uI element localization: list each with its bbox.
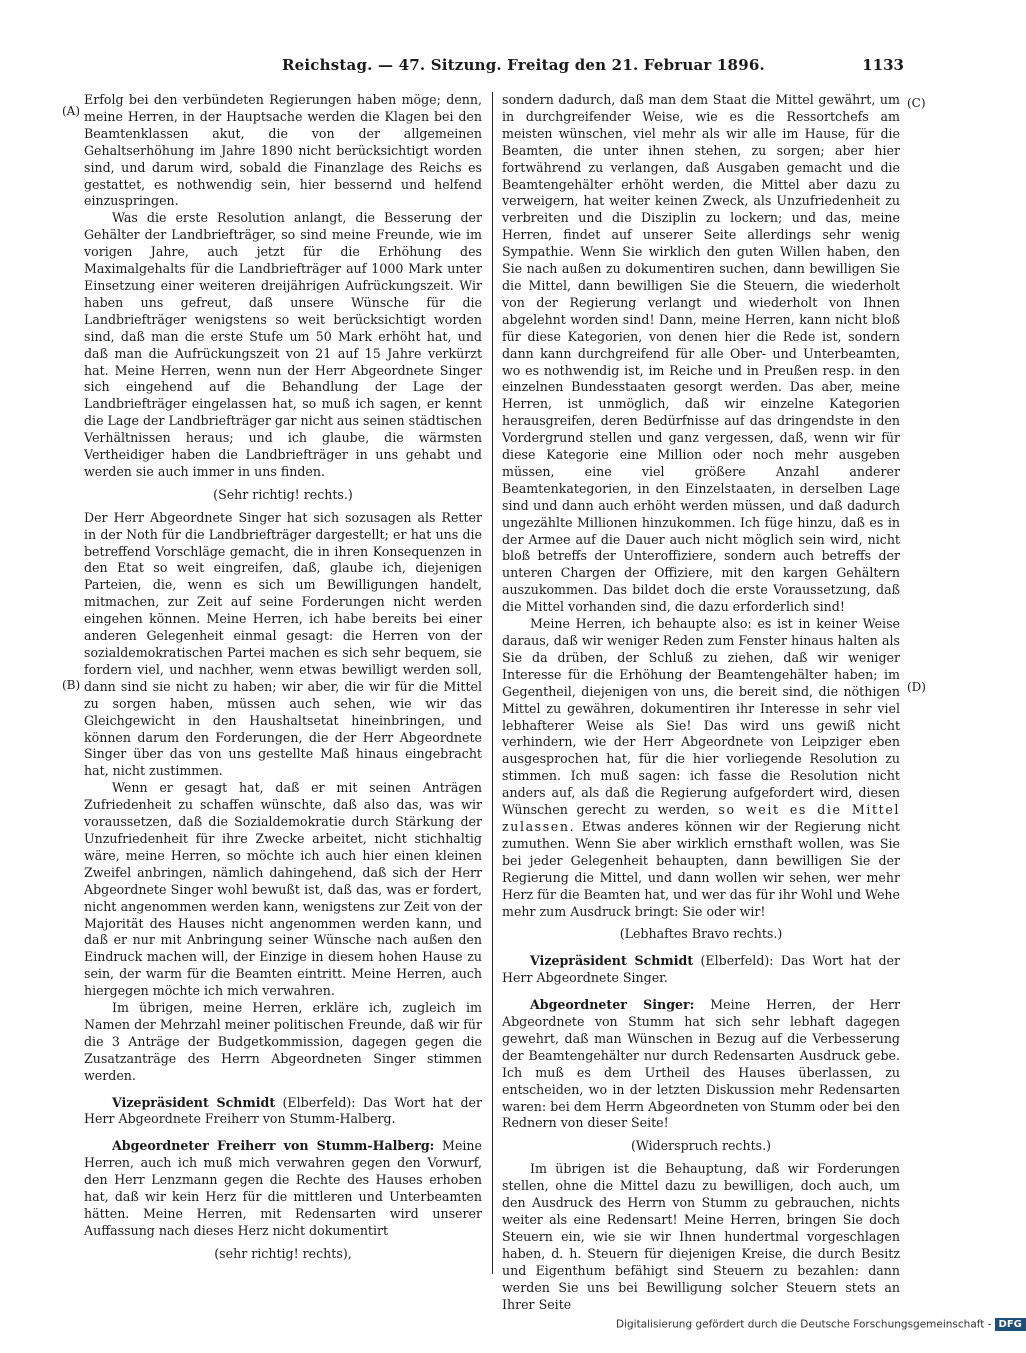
speaker-name: Vizepräsident Schmidt xyxy=(530,953,694,969)
paragraph: Was die erste Resolution anlangt, die Besserung der Gehälter der Landbriefträger, so sind meine Freunde, wie im vorigen Jahre, auch jetzt für die Erhöhung des Maximalgehalts für die Landbriefträger auf 1000 Mark unter Einsetzung einer weiteren dreijährigen Aufrückungszeit. Wir haben uns gefreut, daß unsere Wünsche für die Landbriefträger wenigstens so weit berücksichtigt worden sind, daß man die erste Stufe um 50 Mark erhöht hat, und daß man die Aufrückungszeit von 21 auf 15 Jahre verkürzt hat. Meine Herren, wenn nun der Herr Abgeordnete Singer sich eingehend auf die Behandlung der Lage der Landbriefträger eingelassen hat, so muß ich sagen, er kennt die Lage der Landbriefträger gar nicht aus seinen städtischen Verhältnissen heraus; und ich glaube, die wärmsten Vertheidiger haben die Landbriefträger in uns gehabt und werden sie auch immer in uns finden. xyxy=(84,210,482,479)
paragraph: Im übrigen ist die Behauptung, daß wir Forderungen stellen, ohne die Mittel dazu zu bewilligen, doch auch, um den Ausdruck des Herrn von Stumm zu gebrauchen, nichts weiter als eine Redensart! Meine Herren, bringen Sie doch Steuern ein, wie sie wir Ihnen hundertmal vorgeschlagen haben, d. h. Steuern für diejenigen Kreise, die durch Besitz und Eigenthum befähigt sind Steuern zu bezahlen: dann werden Sie uns bei Bewilligung solcher Steuern stets an Ihrer Seite xyxy=(502,1161,900,1312)
paragraph: Wenn er gesagt hat, daß er mit seinen Anträgen Zufriedenheit zu schaffen wünschte, daß also das, was wir voraussetzen, daß die Sozialdemokratie durch Stärkung der Unzufriedenheit für ihre Zwecke arbeitet, nicht stichhaltig wäre, meine Herren, so möchte ich auch hier einen kleinen Zweifel anbringen, nämlich dahingehend, daß sich der Herr Abgeordnete Singer wohl bewußt ist, daß das, was er fordert, nicht angenommen werden kann, wenigstens zur Zeit von der Majorität des Hauses nicht angenommen werden kann, und daß er nur mit Anbringung seiner Wünsche nach außen den Eindruck machen will, der Einzige in diesem hohen Hause zu sein, der warm für die Beamten eintritt. Meine Herren, auch hiergegen möchte ich mich verwahren. xyxy=(84,780,482,999)
speaker-name: Abgeordneter Freiherr von Stumm-Halberg: xyxy=(112,1138,435,1154)
emphasis-text: so weit es die Mittel zulassen. xyxy=(502,802,900,834)
margin-marker-c: (C) xyxy=(907,96,926,110)
margin-marker-a: (A) xyxy=(62,104,81,118)
margin-marker-d: (D) xyxy=(907,680,926,694)
paragraph xyxy=(502,616,900,920)
dfg-logo: DFG xyxy=(995,1318,1026,1331)
speech-text: Etwas anderes können wir der Regierung nicht zumuthen. Wenn Sie aber wirklich ernsthaft wollen, was Sie bei jeder Gelegenheit behaupten, dann bewilligen Sie der Regierung die Mittel, und dann wollen wir sehen, wer mehr Herz für die Beamten hat, und wer das für ihr Wohl und Wehe mehr zum Ausdruck bringt: Sie oder wir! xyxy=(502,818,900,919)
footer-text: Digitalisierung gefördert durch die Deutsche Forschungsgemeinschaft - xyxy=(616,1318,992,1331)
speech-text: (Elberfeld): Das Wort hat der Herr Abgeordnete Freiherr von Stumm-Halberg. xyxy=(84,1094,482,1127)
interjection: (Lebhaftes Bravo rechts.) xyxy=(619,926,783,942)
paragraph: Im übrigen, meine Herren, erkläre ich, zugleich im Namen der Mehrzahl meiner politischen Freunde, daß wir für die 3 Anträge der Budgetkommission, dagegen gegen die Zusatzanträge des Herrn Abgeordneten Singer stimmen werden. xyxy=(84,1000,482,1083)
interjection: (Widerspruch rechts.) xyxy=(630,1138,772,1154)
left-column xyxy=(84,92,482,1272)
speaker-paragraph xyxy=(84,1095,482,1129)
interjection: (Sehr richtig! rechts.) xyxy=(213,486,353,502)
speech-text: Meine Herren, ich behaupte also: es ist in keiner Weise daraus, daß wir weniger Reden zum Fenster hinaus halten als Sie da drüben, der Schluß zu ziehen, daß wir weniger Interesse für die Erhöhung der Beamtengehälter haben; im Gegentheil, diejenigen von uns, die bereit sind, die nöthigen Mittel zu gewähren, dokumentiren ihr Interesse in sehr viel lebhafterer Weise als Sie! Das wird uns gewiß nicht verhindern, wie der Herr Abgeordnete von Leipziger eben ausgesprochen hat, für die hier vorliegende Resolution zu stimmen. Ich muß sagen: ich fasse die Resolution nicht anders auf, als daß die Regierung aufgefordert wird, diesen Wünschen gerecht zu werden, xyxy=(502,616,900,818)
speaker-name: Abgeordneter Singer: xyxy=(530,997,695,1013)
interjection: (sehr richtig! rechts), xyxy=(214,1245,352,1261)
speaker-paragraph xyxy=(502,997,900,1132)
digitization-footer xyxy=(616,1318,1022,1338)
speech-text: Meine Herren, der Herr Abgeordnete von Stumm hat sich sehr lebhaft dagegen gewehrt, daß man Wünschen in Bezug auf die Verbesserung der Beamtengehälter nur durch Redensarten Ausdruck gebe. Ich muß es dem Urtheil des Hauses überlassen, zu entscheiden, wo in der letzten Diskussion mehr Redensarten waren: bei dem Herrn Abgeordneten von Stumm oder bei den Rednern von dieser Seite! xyxy=(502,997,900,1131)
running-title: Reichstag. — 47. Sitzung. Freitag den 21. Februar 1896. xyxy=(282,56,765,74)
speech-text: Meine Herren, auch ich muß mich verwahren gegen den Vorwurf, den Herr Lenzmann gegen die Rechte des Hauses erhoben hat, daß wir kein Herz für die mittleren und Unterbeamten hätten. Meine Herren, mit Redensarten wird unserer Auffassung nach dieses Herz nicht dokumentirt xyxy=(84,1138,482,1238)
page-header xyxy=(82,56,904,78)
column-divider xyxy=(492,92,493,1274)
paragraph: Der Herr Abgeordnete Singer hat sich sozusagen als Retter in der Noth für die Landbriefträger dargestellt; er hat uns die betreffend Vorschläge gemacht, die in ihren Konsequenzen in den Etat so weit eingreifen, daß, glaube ich, diejenigen Parteien, die, wenn es sich um Bewilligungen handelt, mitmachen, zur Zeit auf seine Forderungen nicht werden eingehen können. Meine Herren, ich habe bereits bei einer anderen Gelegenheit einmal gesagt: die Herren von der sozialdemokratischen Partei machen es sich sehr bequem, sie fordern viel, und nachher, wenn etwas bewilligt werden soll, dann sind sie nicht zu haben; wir aber, die wir für die Mittel zu sorgen haben, müssen auch sehen, wie wir das Gleichgewicht in den Haushaltsetat hineinbringen, und können darum den Forderungen, die der Herr Abgeordnete Singer über das von uns gestellte Maß hinaus eingebracht hat, nicht zustimmen. xyxy=(84,509,482,779)
speech-text: (Elberfeld): Das Wort hat der Herr Abgeordnete Singer. xyxy=(502,953,900,986)
speaker-paragraph xyxy=(84,1138,482,1239)
paragraph: Erfolg bei den verbündeten Regierungen haben möge; denn, meine Herren, in der Hauptsache werden die Klagen bei den Beamtenklassen akut, die von der allgemeinen Gehaltserhöhung im Jahre 1890 nicht berücksichtigt worden sind, und darum wird, sobald die Finanzlage des Reichs es gestattet, es nothwendig sein, hier bessernd und helfend einzuspringen. xyxy=(84,92,482,209)
paragraph: sondern dadurch, daß man dem Staat die Mittel gewährt, um in durchgreifender Weise, wie es die Ressortchefs am meisten wünschen, viel mehr als wir alle im Hause, für die Beamten, die unter ihnen stehen, zu sorgen; aber hier fortwährend zu verlangen, daß Ausgaben gemacht und die Beamtengehälter erhöht werden, die Mittel aber dazu zu verweigern, hat weiter keinen Zweck, als Unzufriedenheit zu verbreiten und die Disziplin zu lockern; und das, meine Herren, findet auf unserer Seite allerdings sehr wenig Sympathie. Wenn Sie wirklich den guten Willen haben, den Sie nach außen zu dokumentiren suchen, dann bewilligen Sie die Mittel, dann bewilligen Sie die Steuern, die wiederholt von der Regierung verlangt und wiederholt von Ihnen abgelehnt worden sind! Dann, meine Herren, kann nicht bloß für diese Kategorien, von denen hier die Rede ist, sondern dann kann durchgreifend für alle Ober- und Unterbeamten, wo es nothwendig ist, im Reiche und in Preußen resp. in den einzelnen Bundesstaaten gesorgt werden. Das aber, meine Herren, ist unmöglich, daß wir einzelne Kategorien herausgreifen, deren Bedürfnisse auf das dringendste in den Vordergrund stellen und ganz vergessen, daß, wenn wir für diese Kategorie eine Million oder noch mehr ausgeben müssen, eine viel größere Anzahl anderer Beamtenkategorien, in den Einzelstaaten, in derselben Lage sind und dann auch erhöht werden müssen, und daß dadurch ungezählte Millionen hinzukommen. Ich füge hinzu, daß es in der Armee auf die Dauer auch nicht möglich sein wird, nicht bloß betreffs der Unteroffiziere, sondern auch betreffs der unteren Chargen der Offiziere, mit den kargen Gehältern auszukommen. Das bildet doch die erste Voraussetzung, daß die Mittel vorhanden sind, die dazu erforderlich sind! xyxy=(502,92,900,615)
speaker-name: Vizepräsident Schmidt xyxy=(112,1094,276,1110)
margin-marker-b: (B) xyxy=(62,678,81,692)
page-number: 1133 xyxy=(862,56,904,74)
right-column xyxy=(502,92,900,1312)
speaker-paragraph xyxy=(502,953,900,987)
